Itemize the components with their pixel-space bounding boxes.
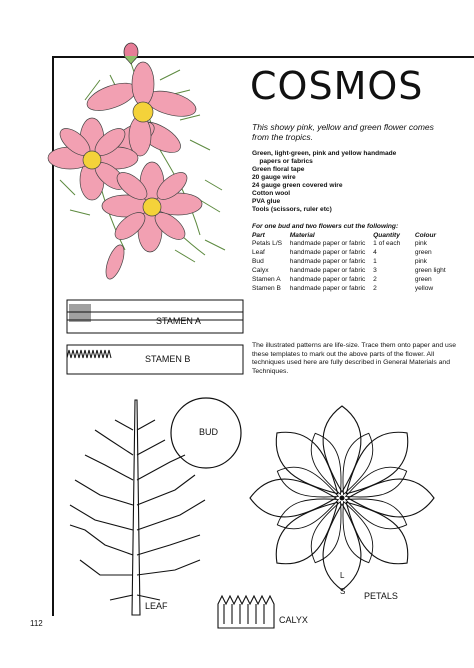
materials-item: Tools (scissors, ruler etc) — [252, 206, 332, 213]
materials-item: Green floral tape — [252, 166, 305, 173]
materials-item: PVA glue — [252, 198, 281, 205]
petals-label: PETALS — [364, 591, 398, 601]
header-part: Part — [252, 232, 265, 239]
cell-quantity: 4 — [373, 249, 377, 256]
header-material: Material — [289, 232, 315, 239]
cell-material: handmade paper or fabric — [289, 276, 366, 283]
page-title: COSMOS — [250, 64, 424, 108]
table-header-row — [252, 232, 467, 240]
parts-table — [252, 232, 467, 294]
cell-part: Stamen A — [252, 276, 281, 283]
cell-quantity: 1 — [373, 258, 377, 265]
cutting-instruction: For one bud and two flowers cut the following: — [252, 223, 399, 230]
leaf-template — [70, 400, 205, 615]
table-row — [252, 267, 467, 276]
materials-item: papers or fabrics — [252, 158, 313, 165]
cell-material: handmade paper or fabric — [289, 267, 366, 274]
cell-material: handmade paper or fabric — [289, 285, 366, 292]
petal-small-label: S — [340, 587, 346, 596]
materials-item: Green, light-green, pink and yellow handmade — [252, 150, 397, 157]
intro-text: This showy pink, yellow and green flower comes from the tropics. — [252, 122, 434, 142]
petal-large-label: L — [340, 571, 345, 580]
page-number: 112 — [30, 619, 43, 628]
flower-illustration-3 — [102, 162, 202, 281]
cell-material: handmade paper or fabric — [289, 240, 366, 247]
materials-item: Cotton wool — [252, 190, 291, 197]
header-quantity: Quantity — [373, 232, 400, 239]
cell-colour: green — [414, 249, 432, 256]
table-row — [252, 249, 467, 258]
stamen-b-label: STAMEN B — [145, 354, 191, 364]
calyx-template — [218, 596, 274, 628]
table-row — [252, 240, 467, 249]
table-row — [252, 276, 467, 285]
stamen-a-label: STAMEN A — [156, 316, 201, 326]
materials-item: 20 gauge wire — [252, 174, 296, 181]
bud-label: BUD — [199, 427, 219, 437]
cell-part: Petals L/S — [252, 240, 283, 247]
cell-colour: pink — [414, 258, 427, 265]
cell-part: Calyx — [252, 267, 269, 274]
cell-quantity: 3 — [373, 267, 377, 274]
bud-illustration — [124, 43, 138, 64]
cell-quantity: 2 — [373, 285, 377, 292]
cell-quantity: 1 of each — [373, 240, 401, 247]
cell-part: Bud — [252, 258, 264, 265]
cell-colour: green — [414, 276, 432, 283]
stamen-a-template — [67, 300, 243, 333]
cell-colour: yellow — [414, 285, 434, 292]
pattern-notes: The illustrated patterns are life-size. Trace them onto paper and use these templates to mark out the above parts of the flower. All techniques used here are fully described in General Materials and Techniques. — [252, 342, 457, 375]
cell-quantity: 2 — [373, 276, 377, 283]
cell-material: handmade paper or fabric — [289, 249, 366, 256]
petals-template — [250, 406, 434, 590]
header-colour: Colour — [414, 232, 437, 239]
leaf-label: LEAF — [145, 601, 168, 611]
cell-colour: green light — [414, 267, 446, 274]
cell-colour: pink — [414, 240, 427, 247]
cell-part: Leaf — [252, 249, 265, 256]
cell-material: handmade paper or fabric — [289, 258, 366, 265]
table-row — [252, 258, 467, 267]
calyx-label: CALYX — [279, 615, 308, 625]
materials-list — [252, 150, 452, 214]
materials-item: 24 gauge green covered wire — [252, 182, 343, 189]
cell-part: Stamen B — [252, 285, 281, 292]
table-row — [252, 285, 467, 294]
